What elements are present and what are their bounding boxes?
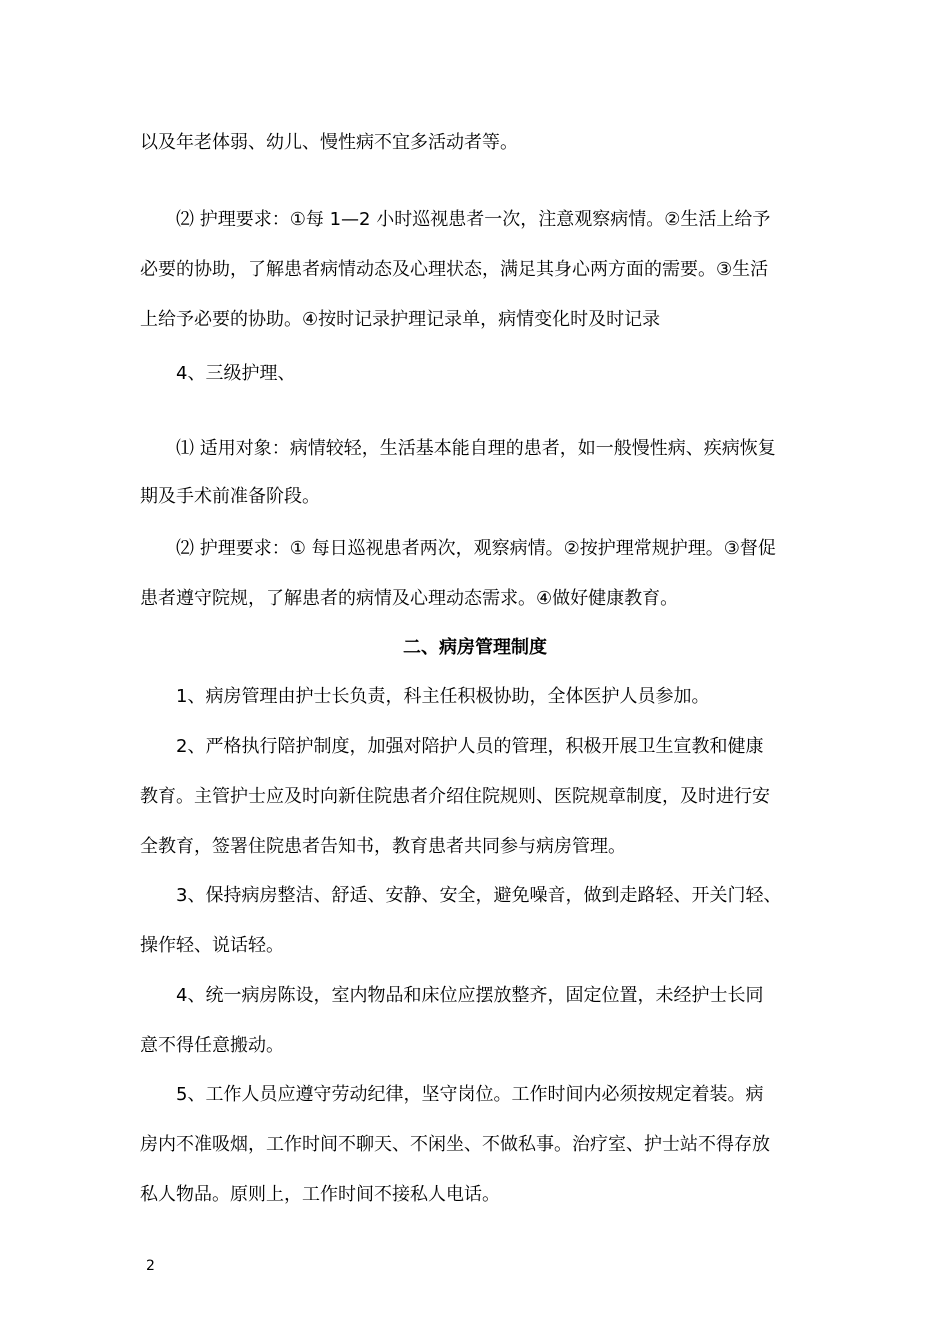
text-line: 3、保持病房整洁、舒适、安静、安全，避免噪音，做到走路轻、开关门轻、 bbox=[176, 885, 782, 906]
text-line: 1、病房管理由护士长负责，科主任积极协助，全体医护人员参加。 bbox=[176, 686, 710, 707]
text-line: 教育。主管护士应及时向新住院患者介绍住院规则、医院规章制度，及时进行安 bbox=[140, 786, 770, 807]
text-line: 5、工作人员应遵守劳动纪律，坚守岗位。工作时间内必须按规定着装。病 bbox=[176, 1084, 764, 1105]
text-line: 操作轻、说话轻。 bbox=[140, 935, 284, 956]
text-line: ⑵ 护理要求：① 每日巡视患者两次，观察病情。②按护理常规护理。③督促 bbox=[176, 538, 776, 559]
text-line: 意不得任意搬动。 bbox=[140, 1035, 284, 1056]
text-line: 上给予必要的协助。④按时记录护理记录单，病情变化时及时记录 bbox=[140, 309, 661, 330]
page-number: 2 bbox=[146, 1258, 155, 1274]
text-line: 2、严格执行陪护制度，加强对陪护人员的管理，积极开展卫生宣教和健康 bbox=[176, 736, 764, 757]
text-line: ⑵ 护理要求：①每 1—2 小时巡视患者一次，注意观察病情。②生活上给予 bbox=[176, 209, 771, 230]
text-line: 4、统一病房陈设，室内物品和床位应摆放整齐，固定位置，未经护士长同 bbox=[176, 985, 764, 1006]
text-line: 房内不准吸烟，工作时间不聊天、不闲坐、不做私事。治疗室、护士站不得存放 bbox=[140, 1134, 770, 1155]
text-line: 以及年老体弱、幼儿、慢性病不宜多活动者等。 bbox=[140, 132, 518, 153]
section-heading: 4、三级护理、 bbox=[176, 363, 296, 384]
chapter-title: 二、病房管理制度 bbox=[403, 637, 547, 658]
text-line: 期及手术前准备阶段。 bbox=[140, 486, 320, 507]
text-line: 必要的协助，了解患者病情动态及心理状态，满足其身心两方面的需要。③生活 bbox=[140, 259, 769, 280]
text-line: 全教育，签署住院患者告知书，教育患者共同参与病房管理。 bbox=[140, 836, 626, 857]
text-line: 私人物品。原则上，工作时间不接私人电话。 bbox=[140, 1184, 500, 1205]
text-line: ⑴ 适用对象：病情较轻，生活基本能自理的患者，如一般慢性病、疾病恢复 bbox=[176, 438, 776, 459]
text-line: 患者遵守院规，了解患者的病情及心理动态需求。④做好健康教育。 bbox=[140, 588, 679, 609]
